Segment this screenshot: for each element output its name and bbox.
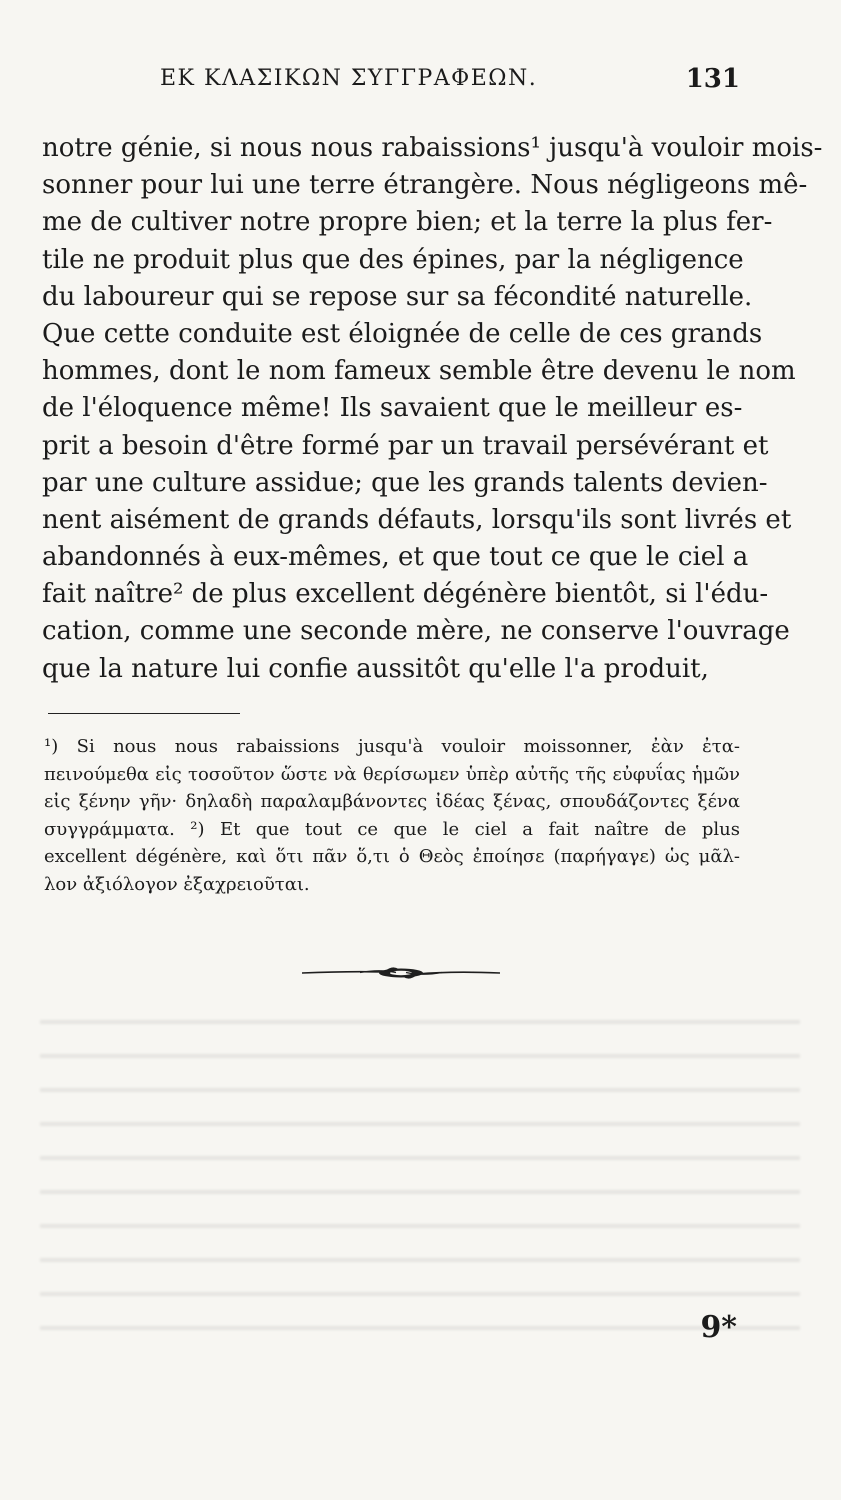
body-line: notre génie, si nous nous rabaissions¹ jusqu'à vouloir mois- <box>42 133 823 163</box>
footnote-line: excellent dégénère, καὶ ὅτι πᾶν ὅ,τι ὁ Θεὸς ἐποίησε (παρήγαγε) ὡς μᾶλ- <box>44 846 740 867</box>
page-header <box>40 66 740 100</box>
body-line: que la nature lui confie aussitôt qu'elle l'a produit, <box>42 653 709 684</box>
body-text <box>42 130 823 688</box>
footnotes <box>44 733 740 898</box>
body-line: de l'éloquence même! Ils savaient que le meilleur es- <box>42 393 743 424</box>
body-line: me de cultiver notre propre bien; et la terre la plus fer- <box>42 207 773 238</box>
footnote-line: πεινούμεθα εἰς τοσοῦτον ὥστε νὰ θερίσωμεν ὑπὲρ αὐτῆς τῆς εὐφυΐας ἡμῶν <box>44 763 740 785</box>
footnote-separator <box>48 713 240 714</box>
signature-mark: 9* <box>700 1310 737 1345</box>
page-number: 131 <box>685 64 740 94</box>
body-line: fait naître² de plus excellent dégénère bientôt, si l'édu- <box>42 579 769 610</box>
body-line: tile ne produit plus que des épines, par la négligence <box>42 244 744 275</box>
footnote-line: λον ἀξιόλογον ἐξαχρειοῦται. <box>44 873 310 895</box>
footnote-line: ¹) Si nous nous rabaissions jusqu'à vouloir moissonner, ἐὰν ἐτα- <box>44 736 740 757</box>
ornamental-divider <box>300 960 502 986</box>
body-line: du laboureur qui se repose sur sa fécondité naturelle. <box>42 281 753 312</box>
footnote-line: εἰς ξένην γῆν· δηλαδὴ παραλαμβάνοντες ἰδέας ξένας, σπουδάζοντες ξένα <box>44 791 740 812</box>
body-line: Que cette conduite est éloignée de celle de ces grands <box>42 318 763 349</box>
body-line: cation, comme une seconde mère, ne conserve l'ouvrage <box>42 616 790 647</box>
body-line: prit a besoin d'être formé par un travail persévérant et <box>42 430 769 461</box>
footnote-line: συγγράμματα. ²) Et que tout ce que le ciel a fait naître de plus <box>44 818 740 840</box>
body-line: par une culture assidue; que les grands talents devien- <box>42 467 768 498</box>
bleed-through-shadow <box>40 1000 800 1330</box>
running-head: ΕΚ ΚΛΑΣΙΚΩΝ ΣΥΓΓΡΑΦΕΩΝ. <box>160 66 538 91</box>
body-line: sonner pour lui une terre étrangère. Nous négligeons mê- <box>42 170 808 201</box>
body-line: abandonnés à eux-mêmes, et que tout ce que le ciel a <box>42 542 749 573</box>
body-line: nent aisément de grands défauts, lorsqu'ils sont livrés et <box>42 504 792 535</box>
body-line: hommes, dont le nom fameux semble être devenu le nom <box>42 356 796 387</box>
